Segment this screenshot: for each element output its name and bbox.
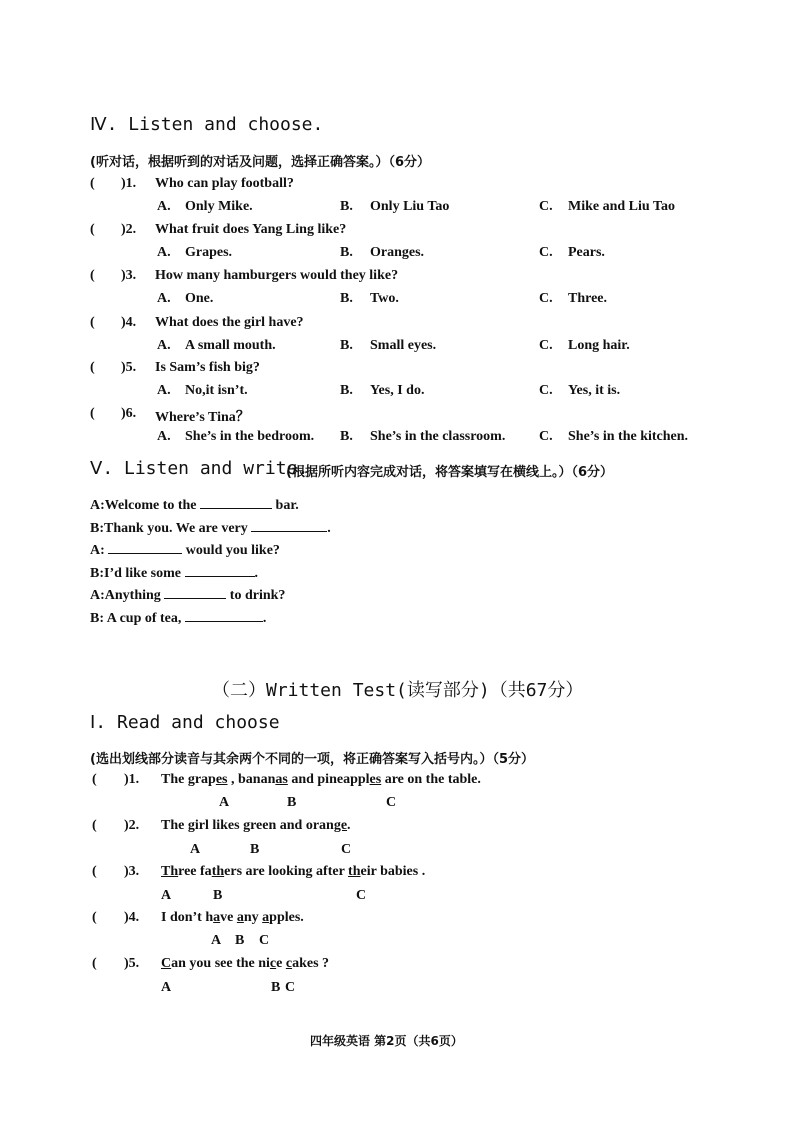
section-v-title: Ⅴ. Listen and write. <box>90 458 309 479</box>
letter-c: C <box>386 795 397 810</box>
letter-a: A <box>161 888 172 903</box>
option-b-label: B. <box>340 245 353 260</box>
letter-a: A <box>211 933 222 948</box>
question-bracket: ( <box>92 864 97 879</box>
option-c-label: C. <box>539 338 553 353</box>
answer-blank-4[interactable] <box>185 564 255 577</box>
section-v-instruction: (根据所听内容完成对话，将答案填写在横线上。）（6分） <box>286 465 613 480</box>
question-bracket: ( <box>92 910 97 925</box>
option-a-label: A. <box>157 291 171 306</box>
letter-a: A <box>190 842 201 857</box>
question-number: )5. <box>124 956 140 971</box>
option-b-text: Yes, I do. <box>370 383 425 398</box>
question-bracket: ( <box>92 956 97 971</box>
option-b-label: B. <box>340 338 353 353</box>
letter-c: C <box>259 933 270 948</box>
option-b-label: B. <box>340 291 353 306</box>
option-c-label: C. <box>539 291 553 306</box>
option-a-text: Only Mike. <box>185 199 253 214</box>
option-a-text: Grapes. <box>185 245 233 260</box>
question-number: )4. <box>121 315 137 330</box>
option-c-text: Long hair. <box>568 338 630 353</box>
letter-a: A <box>219 795 230 810</box>
question-bracket: ( <box>90 360 95 375</box>
question-bracket: ( <box>90 315 95 330</box>
section-i-title: Ⅰ. Read and choose <box>90 712 280 733</box>
answer-blank-1[interactable] <box>200 496 272 509</box>
question-bracket: ( <box>90 176 95 191</box>
page-footer: 四年级英语 第2页（共6页） <box>310 1034 463 1048</box>
section-i-instruction: (选出划线部分读音与其余两个不同的一项，将正确答案写入括号内。）（5分） <box>90 752 534 767</box>
letter-b: B <box>235 933 245 948</box>
option-c-label: C. <box>539 429 553 444</box>
answer-blank-3[interactable] <box>108 541 182 554</box>
pronunciation-sentence-1: The grapes , bananas and pineapples are on the table. <box>161 772 481 787</box>
question-bracket: ( <box>90 406 95 421</box>
letter-a: A <box>161 980 172 995</box>
option-a-label: A. <box>157 245 171 260</box>
option-b-text: Only Liu Tao <box>370 199 450 214</box>
answer-blank-2[interactable] <box>251 519 327 532</box>
section-iv-title: Ⅳ. Listen and choose. <box>90 114 324 135</box>
question-text: What does the girl have? <box>155 315 304 330</box>
question-bracket: ( <box>90 268 95 283</box>
option-b-text: She’s in the classroom. <box>370 429 506 444</box>
question-text: Who can play football? <box>155 176 294 191</box>
question-number: )1. <box>124 772 140 787</box>
question-number: )2. <box>121 222 137 237</box>
question-number: )4. <box>124 910 140 925</box>
question-number: )5. <box>121 360 137 375</box>
letter-c: C <box>356 888 367 903</box>
question-bracket: ( <box>90 222 95 237</box>
option-a-label: A. <box>157 429 171 444</box>
option-b-text: Two. <box>370 291 399 306</box>
question-bracket: ( <box>92 818 97 833</box>
option-a-label: A. <box>157 199 171 214</box>
question-text: Where’s Tina？ <box>155 410 250 425</box>
option-b-text: Small eyes. <box>370 338 437 353</box>
answer-blank-5[interactable] <box>164 586 226 599</box>
option-b-label: B. <box>340 199 353 214</box>
answer-blank-6[interactable] <box>185 609 263 622</box>
pronunciation-sentence-5: Can you see the nice cakes ? <box>161 956 330 971</box>
dialogue-line-5: A:Anything to drink? <box>90 588 286 603</box>
option-b-text: Oranges. <box>370 245 425 260</box>
pronunciation-sentence-4: I don’t have any apples. <box>161 910 304 925</box>
option-c-label: C. <box>539 245 553 260</box>
option-c-text: Pears. <box>568 245 605 260</box>
dialogue-line-1: A:Welcome to the bar. <box>90 498 299 513</box>
question-bracket: ( <box>92 772 97 787</box>
option-c-text: She’s in the kitchen. <box>568 429 689 444</box>
letter-b: B <box>250 842 260 857</box>
dialogue-line-3: A: would you like? <box>90 543 280 558</box>
option-c-text: Yes, it is. <box>568 383 621 398</box>
option-a-label: A. <box>157 383 171 398</box>
dialogue-line-4: B:I’d like some . <box>90 566 258 581</box>
letter-b: B <box>271 980 281 995</box>
option-a-text: No,it isn’t. <box>185 383 248 398</box>
question-text: How many hamburgers would they like? <box>155 268 399 283</box>
option-a-text: One. <box>185 291 214 306</box>
option-c-text: Mike and Liu Tao <box>568 199 675 214</box>
question-text: Is Sam’s fish big? <box>155 360 260 375</box>
letter-b: B <box>287 795 297 810</box>
dialogue-line-2: B:Thank you. We are very . <box>90 521 331 536</box>
letter-c: C <box>341 842 352 857</box>
pronunciation-sentence-3: Three fathers are looking after their babies . <box>161 864 426 879</box>
option-b-label: B. <box>340 383 353 398</box>
option-c-text: Three. <box>568 291 608 306</box>
option-c-label: C. <box>539 199 553 214</box>
question-text: What fruit does Yang Ling like? <box>155 222 347 237</box>
question-number: )6. <box>121 406 137 421</box>
question-number: )2. <box>124 818 140 833</box>
letter-c: C <box>285 980 296 995</box>
pronunciation-sentence-2: The girl likes green and orange. <box>161 818 351 833</box>
written-test-title: （二）Written Test(读写部分)（共67分） <box>212 680 584 701</box>
option-a-label: A. <box>157 338 171 353</box>
option-b-label: B. <box>340 429 353 444</box>
question-number: )3. <box>121 268 137 283</box>
option-a-text: She’s in the bedroom. <box>185 429 315 444</box>
option-a-text: A small mouth. <box>185 338 276 353</box>
dialogue-line-6: B: A cup of tea, . <box>90 611 267 626</box>
section-iv-instruction: (听对话，根据听到的对话及问题，选择正确答案。）（6分） <box>90 155 430 170</box>
question-number: )3. <box>124 864 140 879</box>
option-c-label: C. <box>539 383 553 398</box>
question-number: )1. <box>121 176 137 191</box>
letter-b: B <box>213 888 223 903</box>
